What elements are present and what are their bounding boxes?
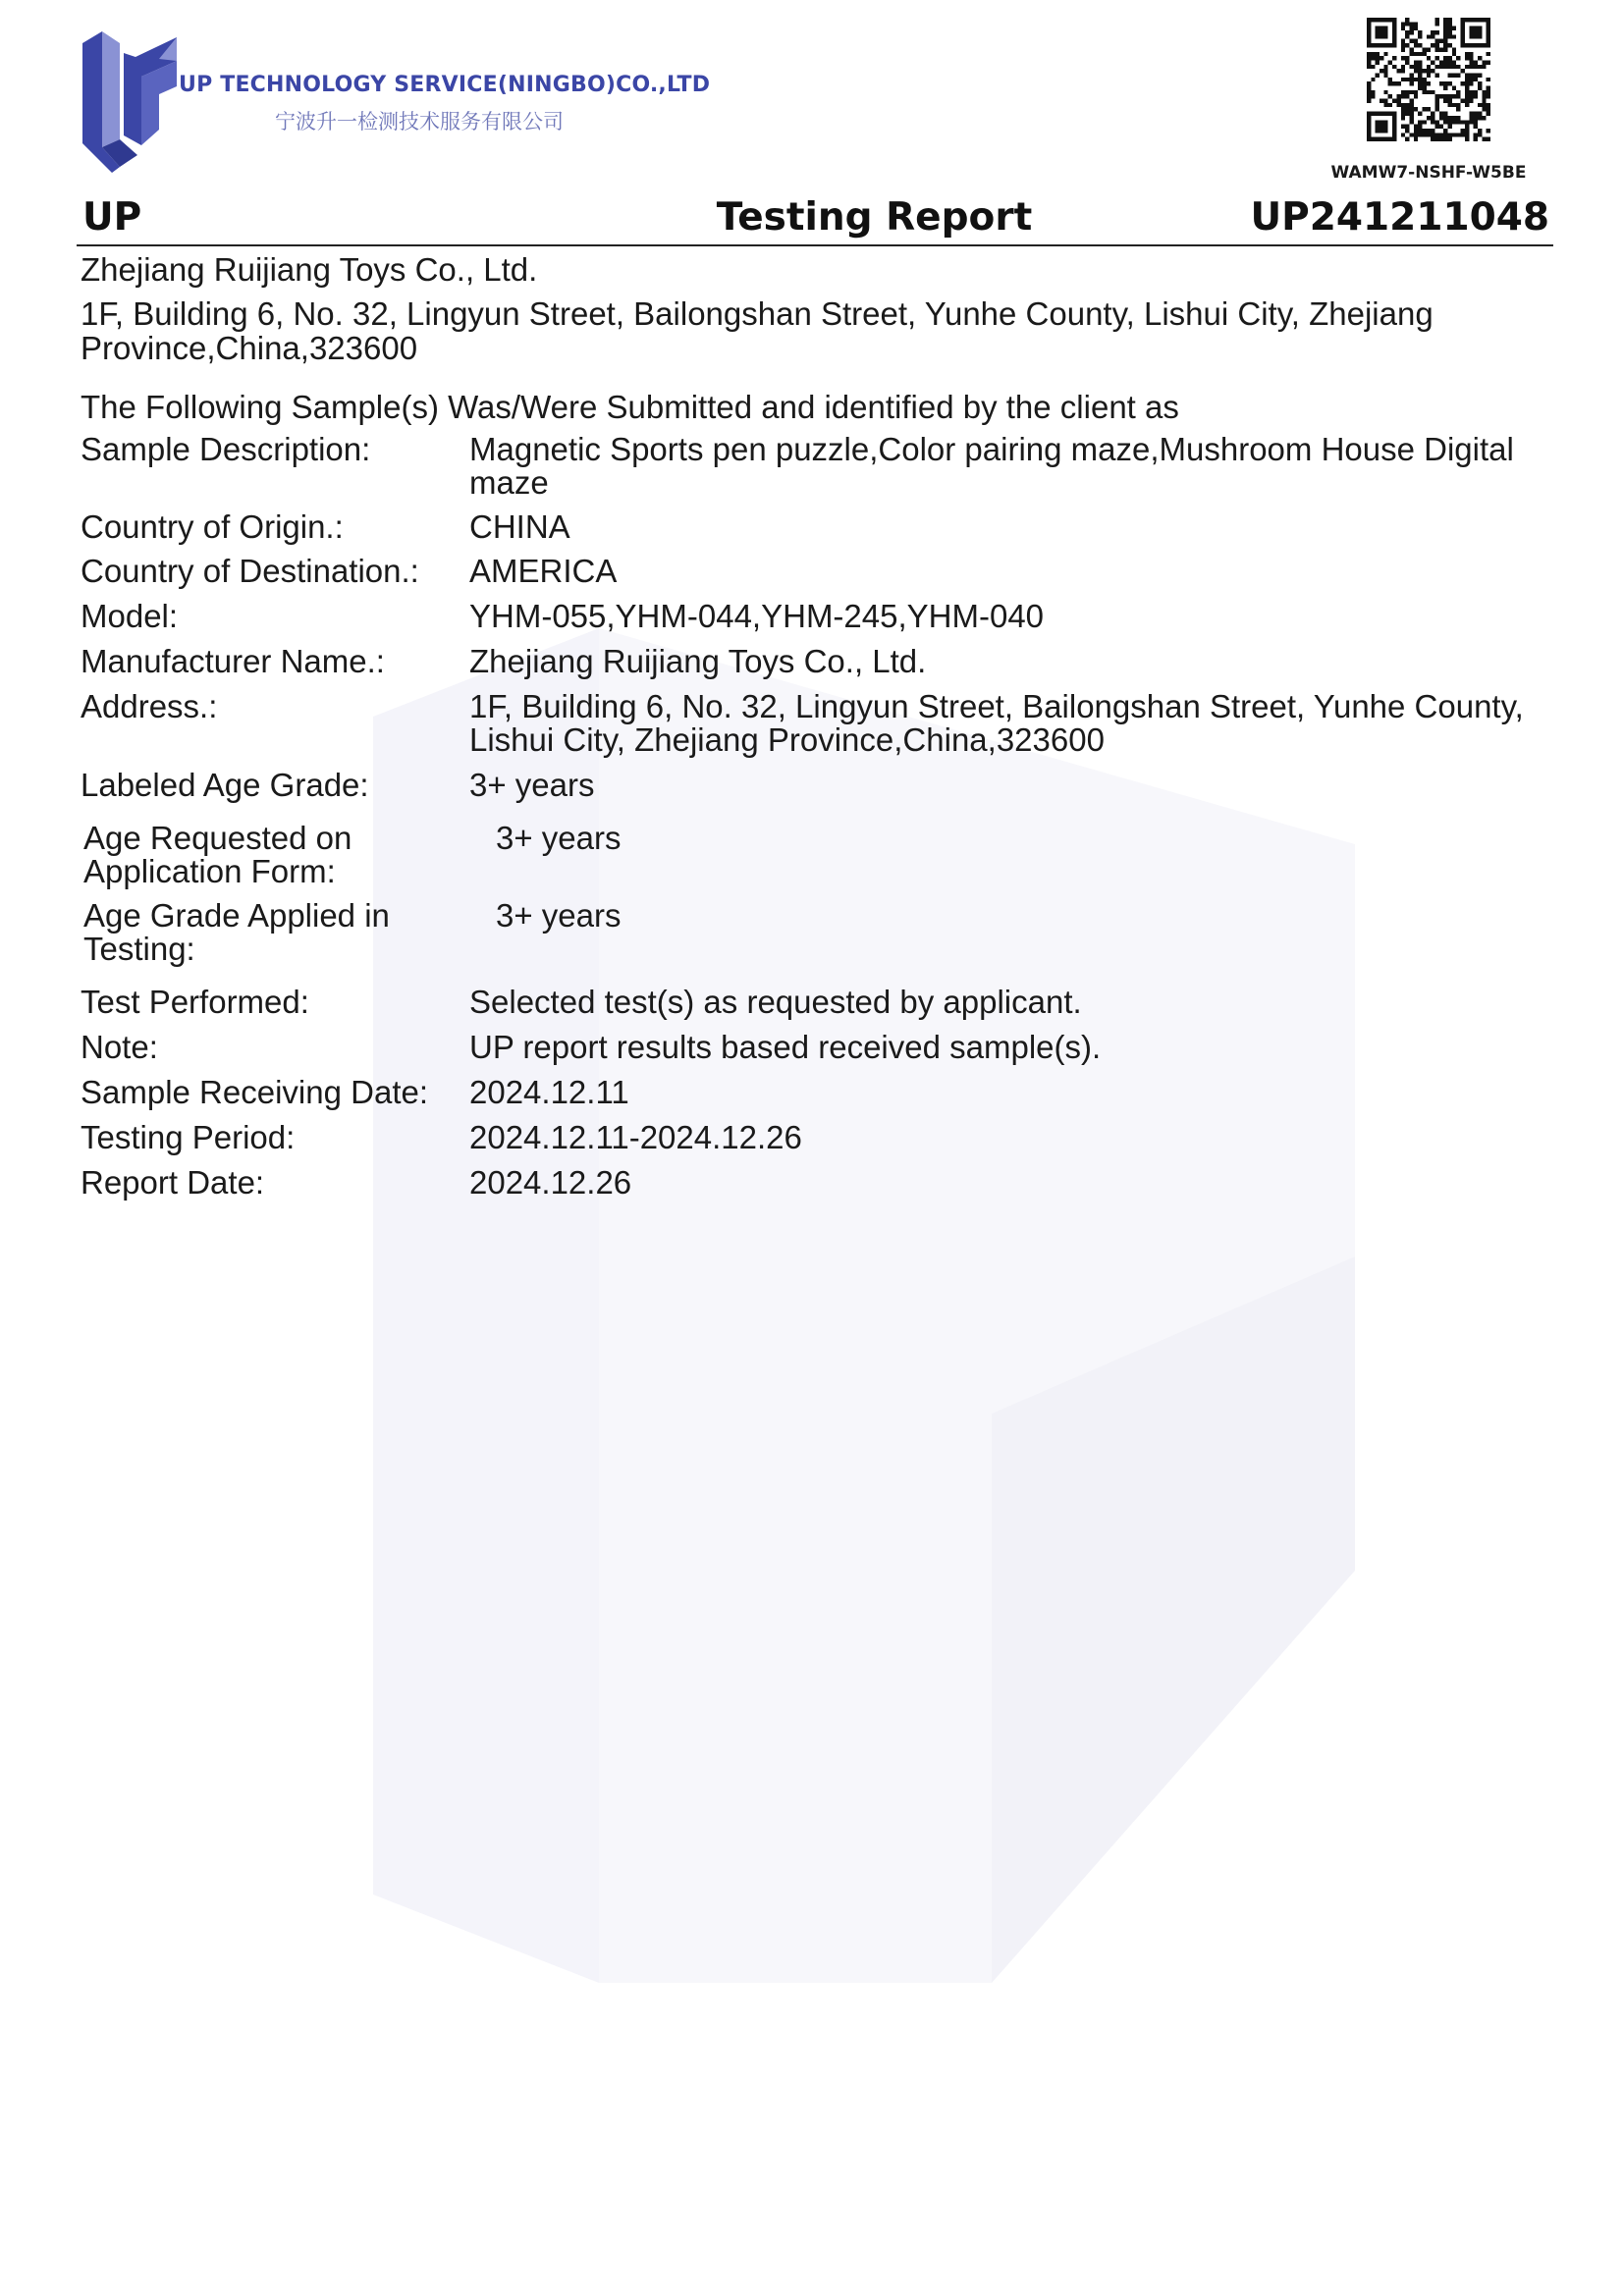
field-label: Note: — [81, 1029, 158, 1065]
field-label: Sample Receiving Date: — [81, 1074, 429, 1110]
intro-statement: The Following Sample(s) Was/Were Submitted and identified by the client as — [81, 389, 1179, 425]
client-address: 1F, Building 6, No. 32, Lingyun Street, Bailongshan Street, Yunhe County, Lishui City, Zhejiang Province,China,323600 — [81, 295, 1434, 366]
field-label: Model: — [81, 598, 179, 634]
field-label: Labeled Age Grade: — [81, 767, 369, 803]
verification-code: WAMW7-NSHF-W5BE — [1330, 163, 1527, 183]
company-name-cn: 宁波升一检测技术服务有限公司 — [275, 110, 564, 133]
field-value: Zhejiang Ruijiang Toys Co., Ltd. — [469, 643, 927, 679]
field-label: Age Grade Applied in Testing: — [83, 897, 390, 967]
field-value: UP report results based received sample(s). — [469, 1029, 1102, 1065]
field-sample-receiving-date — [81, 1076, 1553, 1109]
field-labeled-age-grade — [81, 769, 1553, 802]
field-label: Manufacturer Name.: — [81, 643, 385, 679]
field-label: Address.: — [81, 688, 218, 724]
field-country-of-destination — [81, 555, 1553, 588]
field-value: 3+ years — [496, 820, 622, 856]
field-value: 1F, Building 6, No. 32, Lingyun Street, Bailongshan Street, Yunhe County, Lishui City, Zhejiang Province,China,323600 — [469, 688, 1524, 758]
field-label: Age Requested on Application Form: — [83, 820, 352, 889]
field-value: 2024.12.26 — [469, 1164, 632, 1201]
field-sample-description — [81, 433, 1553, 500]
report-number: UP241211048 — [1250, 195, 1549, 240]
header-divider — [77, 244, 1553, 246]
field-value: 2024.12.11 — [469, 1074, 629, 1110]
qr-code-icon — [1367, 18, 1490, 141]
report-title: Testing Report — [716, 195, 1033, 240]
field-value: Magnetic Sports pen puzzle,Color pairing maze,Mushroom House Digital maze — [469, 431, 1514, 501]
field-label: Testing Period: — [81, 1119, 296, 1155]
field-label: Test Performed: — [81, 984, 309, 1020]
field-model — [81, 600, 1553, 633]
field-label: Report Date: — [81, 1164, 265, 1201]
field-value: CHINA — [469, 508, 570, 545]
field-manufacturer-name — [81, 645, 1553, 678]
client-name: Zhejiang Ruijiang Toys Co., Ltd. — [81, 251, 538, 288]
company-name-en: UP TECHNOLOGY SERVICE(NINGBO)CO.,LTD — [179, 73, 711, 97]
header-left-label: UP — [82, 195, 142, 240]
field-value: Selected test(s) as requested by applicant. — [469, 984, 1082, 1020]
field-age-grade-applied — [81, 899, 1553, 966]
field-country-of-origin — [81, 510, 1553, 544]
field-address — [81, 690, 1553, 757]
field-report-date — [81, 1166, 1553, 1200]
field-value: 2024.12.11-2024.12.26 — [469, 1119, 802, 1155]
sample-details — [81, 433, 1553, 1200]
field-value: YHM-055,YHM-044,YHM-245,YHM-040 — [469, 598, 1045, 634]
field-test-performed — [81, 986, 1553, 1019]
field-label: Country of Destination.: — [81, 553, 419, 589]
field-value: AMERICA — [469, 553, 618, 589]
field-label: Sample Description: — [81, 431, 371, 467]
field-testing-period — [81, 1121, 1553, 1154]
field-label: Country of Origin.: — [81, 508, 344, 545]
field-value: 3+ years — [496, 897, 622, 934]
field-age-requested — [81, 822, 1553, 888]
up-logo-icon — [81, 29, 179, 173]
field-note — [81, 1031, 1553, 1064]
field-value: 3+ years — [469, 767, 595, 803]
